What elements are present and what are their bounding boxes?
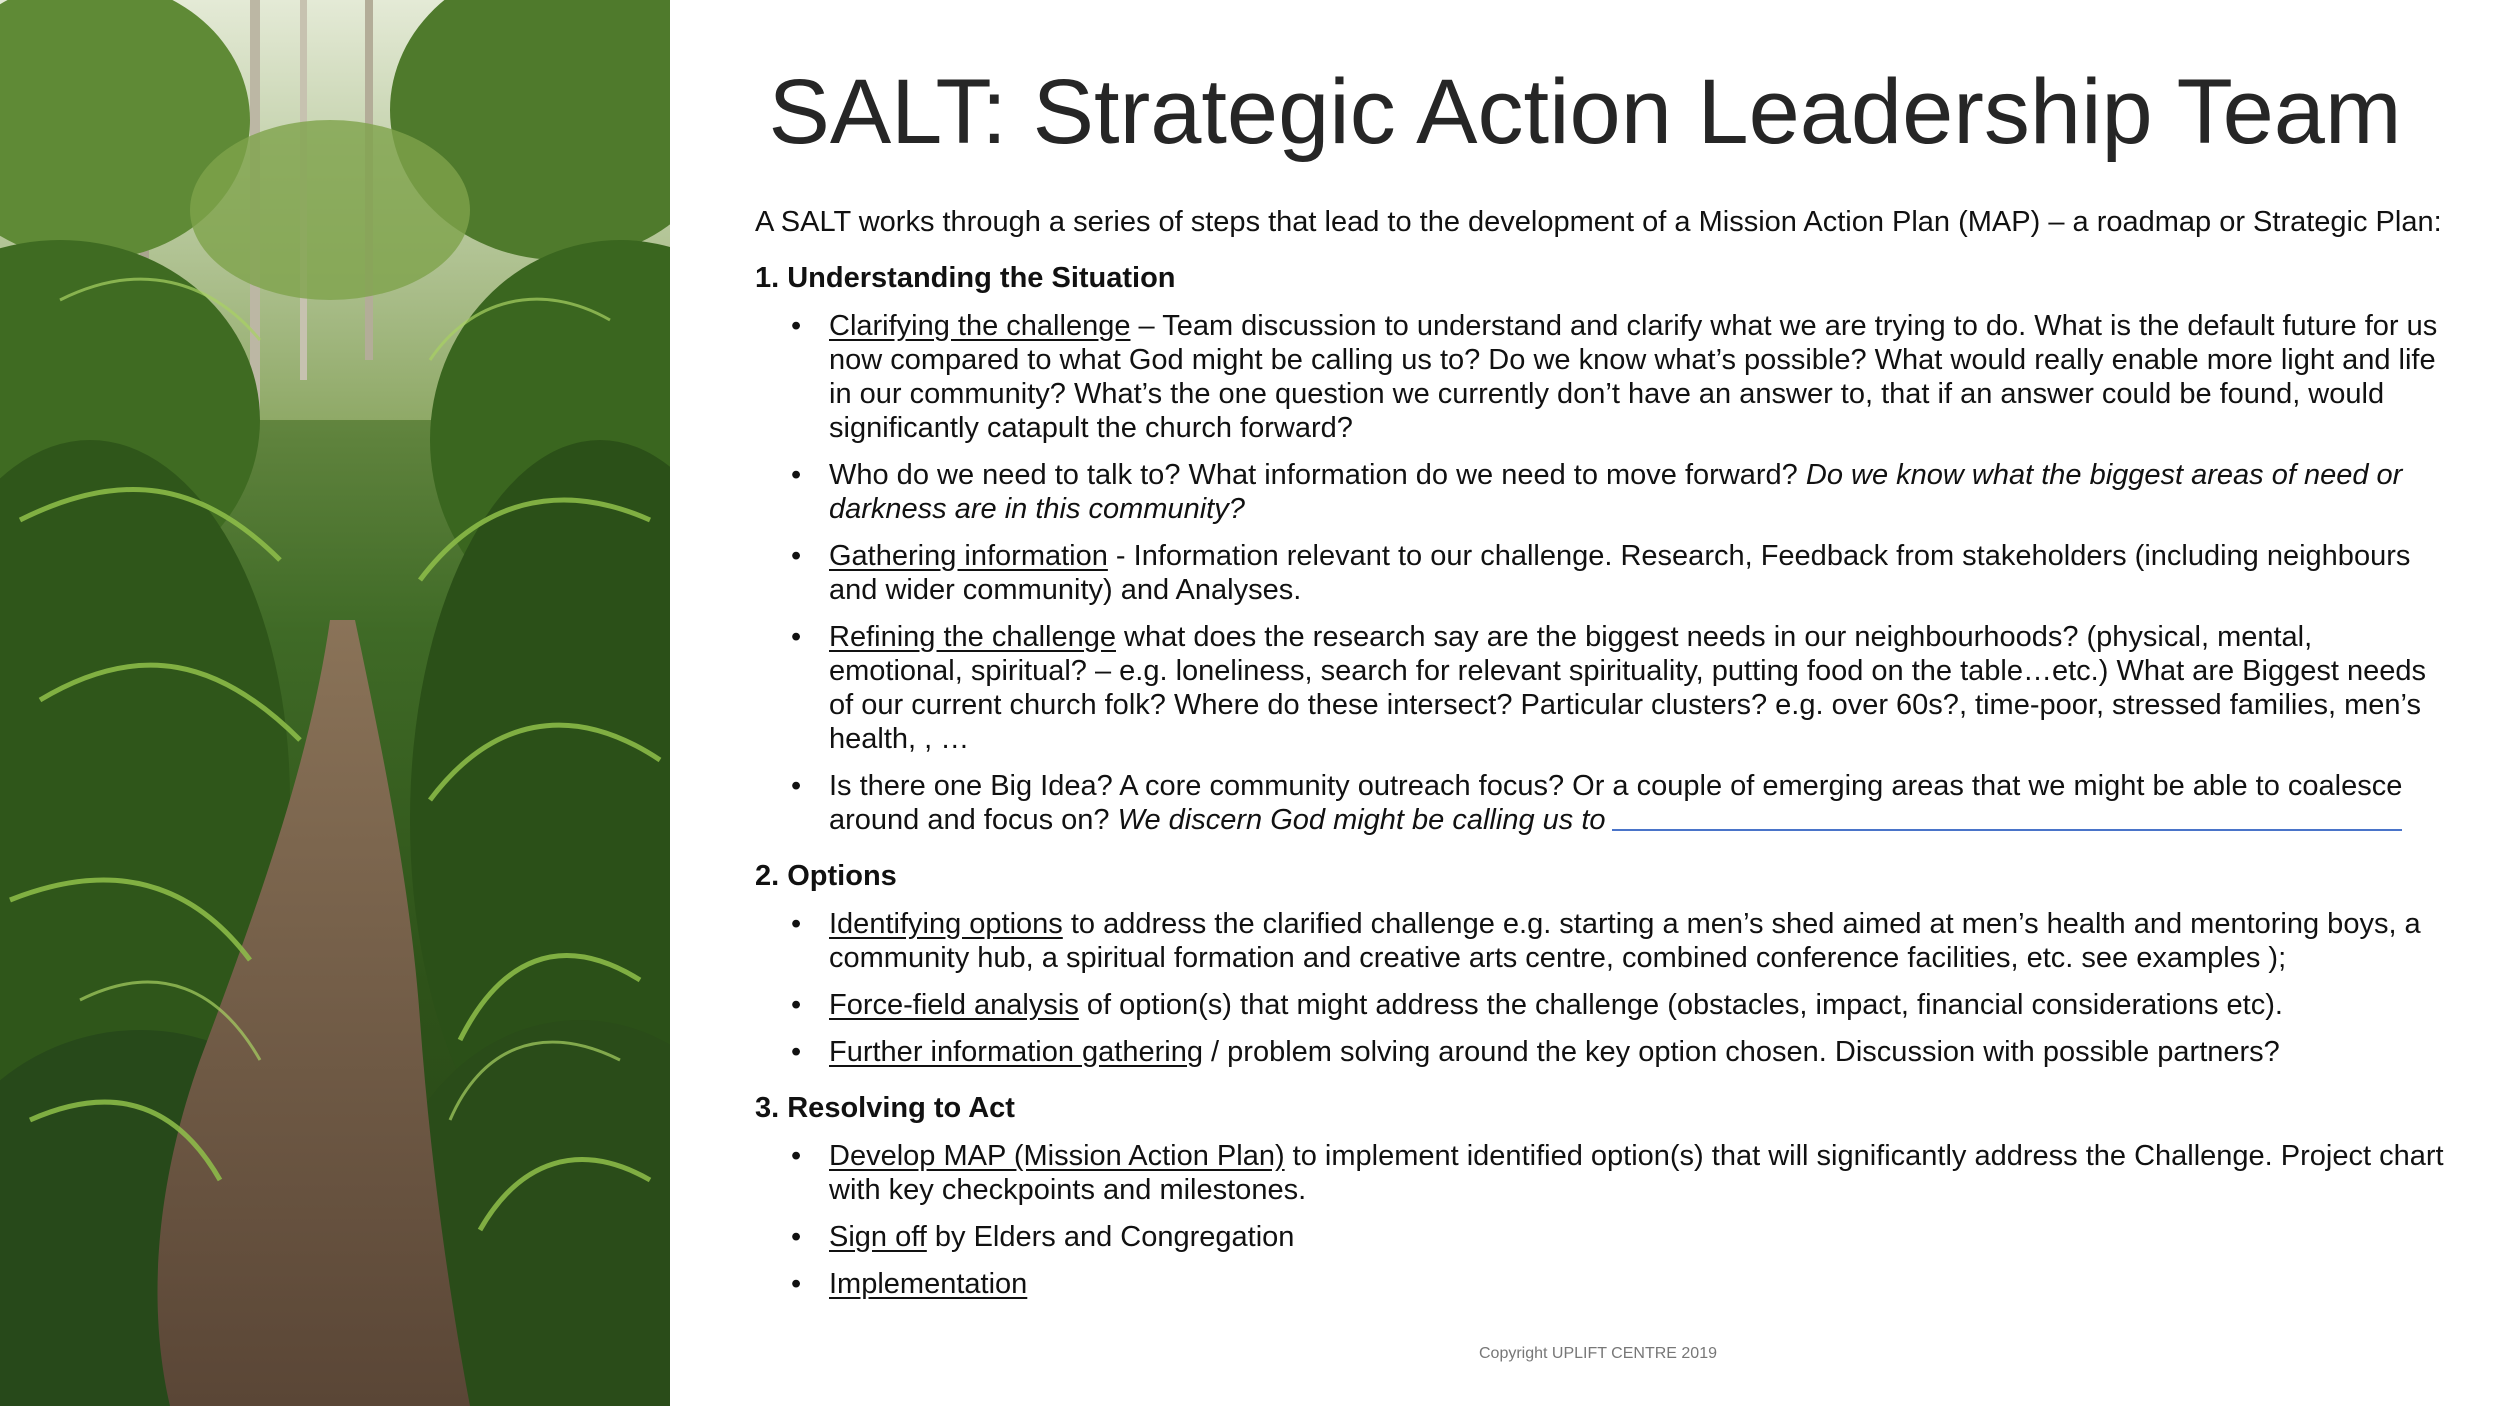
underlined-term: Gathering information — [829, 540, 1108, 572]
item-text: what does the research say are the biggest needs in our neighbourhoods? (physical, mental, emotional, spiritual? – e.g. loneliness, search for relevant spirituality, putting food on the table…etc.) What are Biggest needs of our current church folk? Where do these intersect? Particular clusters? e.g. over 60s?, time-poor, stressed families, men’s health, , … — [829, 621, 2426, 755]
bullet-list — [755, 907, 2445, 1069]
item-text: to implement identified option(s) that will significantly address the Challenge. Project chart with key checkpoints and milestones. — [829, 1140, 2444, 1206]
underlined-term: Implementation — [829, 1268, 1028, 1300]
list-item — [755, 1267, 2445, 1301]
section-heading: 1. Understanding the Situation — [755, 262, 1176, 294]
list-item — [755, 1220, 2445, 1254]
bullet-list — [755, 1139, 2445, 1301]
item-text: by Elders and Congregation — [926, 1221, 1295, 1253]
slide-title: SALT: Strategic Action Leadership Team — [768, 61, 2402, 163]
item-text: Is there one Big Idea? A core community outreach focus? Or a couple of emerging areas that we might be able to coalesce around and focus on? — [829, 770, 2403, 836]
intro-text: A SALT works through a series of steps that lead to the development of a Mission Action Plan (MAP) – a roadmap or Strategic Plan: — [755, 206, 2442, 238]
fill-in-blank-line — [1612, 829, 2402, 831]
underlined-term: Clarifying the challenge — [829, 310, 1131, 342]
list-item — [755, 769, 2445, 837]
forest-path-illustration — [0, 0, 670, 1406]
section-resolving — [755, 1091, 2445, 1301]
bullet-list — [755, 309, 2445, 837]
list-item — [755, 907, 2445, 975]
copyright-footer: Copyright UPLIFT CENTRE 2019 — [1478, 1345, 1717, 1362]
list-item — [755, 539, 2445, 607]
underlined-term: Refining the challenge — [829, 621, 1116, 653]
item-italic-text: We discern God might be calling us to — [1117, 804, 1606, 836]
item-text: to address the clarified challenge e.g. starting a men’s shed aimed at men’s health and mentoring boys, a community hub, a spiritual formation and creative arts centre, combined conference facilities, etc. see examples ); — [829, 908, 2421, 974]
underlined-term: Further information gathering — [829, 1036, 1203, 1068]
list-item — [755, 988, 2445, 1022]
list-item — [755, 620, 2445, 756]
underlined-term: Identifying options — [829, 908, 1063, 940]
item-italic-text: Do we know what the biggest areas of need or darkness are in this community? — [829, 459, 2403, 525]
section-heading: 3. Resolving to Act — [755, 1092, 1015, 1124]
list-item — [755, 309, 2445, 445]
underlined-term: Force-field analysis — [829, 989, 1079, 1021]
item-text: – Team discussion to understand and clarify what we are trying to do. What is the default future for us now compared to what God might be calling us to? Do we know what’s possible? What would really enable more light and life in our community? What’s the one question we currently don’t have an answer to, that if an answer could be found, would significantly catapult the church forward? — [829, 310, 2438, 444]
list-item — [755, 1035, 2445, 1069]
item-text: - Information relevant to our challenge. Research, Feedback from stakeholders (including neighbours and wider community) and Analyses. — [829, 540, 2411, 606]
slide-body — [755, 205, 2445, 1323]
underlined-term: Sign off — [829, 1221, 927, 1253]
section-options — [755, 859, 2445, 1069]
forest-path-photo — [0, 0, 670, 1406]
list-item — [755, 458, 2445, 526]
section-understanding — [755, 261, 2445, 837]
item-text: / problem solving around the key option chosen. Discussion with possible partners? — [1202, 1036, 2280, 1068]
item-text: of option(s) that might address the challenge (obstacles, impact, financial considerations etc). — [1078, 989, 2283, 1021]
list-item — [755, 1139, 2445, 1207]
item-text: Who do we need to talk to? What information do we need to move forward? — [829, 459, 1806, 491]
underlined-term: Develop MAP (Mission Action Plan) — [829, 1140, 1285, 1172]
section-heading: 2. Options — [755, 860, 897, 892]
